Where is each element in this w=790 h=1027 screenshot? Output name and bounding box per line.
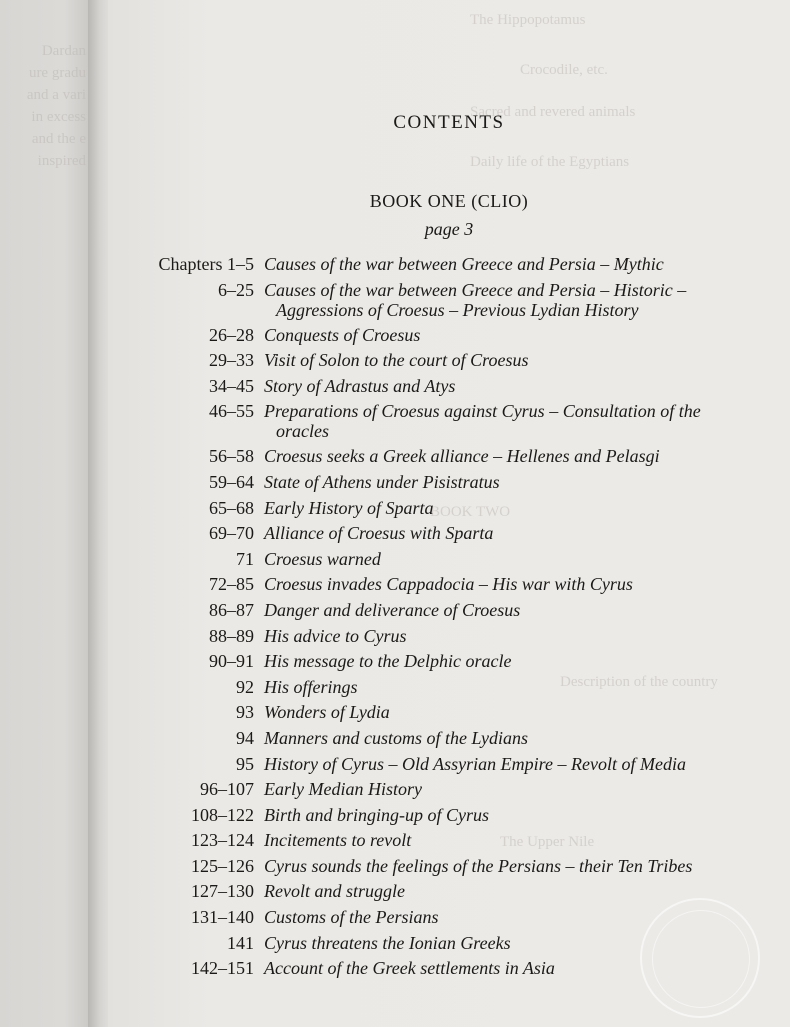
toc-chapter-range: 26–28 [209, 324, 254, 345]
toc-entry [108, 446, 768, 466]
toc-description-text: History of Cyrus – Old Assyrian Empire – Revolt of Media [264, 753, 686, 774]
toc-description-text: His message to the Delphic oracle [264, 651, 512, 672]
toc-description-text: Story of Adrastus and Atys [264, 375, 456, 396]
toc-description [264, 600, 768, 620]
toc-description [264, 830, 768, 850]
toc-chapter-range: 59–64 [209, 471, 254, 492]
toc-description [264, 446, 768, 466]
toc-chapter-range: 56–58 [209, 446, 254, 467]
toc-description-text: Causes of the war between Greece and Persia – Mythic [264, 254, 664, 274]
toc-description [264, 472, 768, 492]
toc-description [264, 498, 768, 518]
toc-entry [108, 401, 768, 441]
toc-chapter-range: 125–126 [191, 855, 254, 876]
toc-description-text: Croesus invades Cappadocia – His war with Cyrus [264, 574, 633, 595]
toc-entry [108, 754, 768, 774]
toc-description [264, 523, 768, 543]
toc-chapter-range: 123–124 [191, 830, 254, 851]
toc-description [264, 805, 768, 825]
toc-entry [108, 600, 768, 620]
toc-chapter-range: 65–68 [209, 497, 254, 518]
toc-description-continuation: oracles [276, 421, 329, 442]
toc-entry [108, 574, 768, 594]
toc-description [264, 254, 768, 274]
toc-description-text: Revolt and struggle [264, 881, 405, 902]
toc-chapter-range: 71 [236, 548, 254, 569]
toc-description [264, 376, 768, 396]
toc-description-text: Customs of the Persians [264, 907, 439, 928]
toc-description [264, 626, 768, 646]
toc-chapter-range: 6–25 [218, 279, 254, 300]
toc-chapter-range: 92 [236, 676, 254, 697]
toc-description-text: Early Median History [264, 779, 422, 800]
toc-entry [108, 254, 768, 274]
book-title: BOOK ONE (CLIO) [369, 191, 529, 211]
book-page-ref: page 3 [424, 219, 474, 239]
toc-description-text: Cyrus threatens the Ionian Greeks [264, 932, 511, 953]
watermark-stamp [640, 898, 760, 1018]
toc-entry [108, 677, 768, 697]
toc-chapter-range: 94 [236, 727, 254, 748]
toc-chapter-range: 72–85 [209, 574, 254, 595]
toc-entry [108, 856, 768, 876]
toc-description-text: His offerings [264, 676, 358, 697]
toc-entry [108, 779, 768, 799]
toc-description-text: Birth and bringing-up of Cyrus [264, 804, 490, 825]
toc-description [264, 754, 768, 774]
toc-chapter-range: 88–89 [209, 625, 254, 646]
toc-description [264, 574, 768, 594]
toc-entry [108, 702, 768, 722]
toc-chapter-range: 127–130 [191, 881, 254, 902]
toc-description [264, 728, 768, 748]
toc-description [264, 325, 768, 345]
toc-description-text: State of Athens under Pisistratus [264, 471, 500, 492]
toc-chapter-range: 69–70 [209, 523, 254, 544]
toc-entry [108, 881, 768, 901]
toc-description-text: Early History of Sparta [264, 497, 434, 518]
toc-description-text: Manners and customs of the Lydians [264, 727, 528, 748]
toc-description-text: Cyrus sounds the feelings of the Persians – their Ten Tribes [264, 855, 693, 876]
toc-chapter-range: 34–45 [209, 375, 254, 396]
table-of-contents [108, 254, 768, 984]
toc-entry [108, 728, 768, 748]
toc-chapter-range: 46–55 [209, 401, 254, 422]
toc-chapter-range: 95 [236, 753, 254, 774]
toc-description-text: Croesus warned [264, 548, 381, 569]
toc-entry [108, 498, 768, 518]
toc-description-text: Wonders of Lydia [264, 702, 390, 723]
toc-description-text: Account of the Greek settlements in Asia [264, 958, 555, 979]
toc-description-text: Visit of Solon to the court of Croesus [264, 350, 529, 371]
toc-description-continuation: Aggressions of Croesus – Previous Lydian History [276, 299, 639, 320]
toc-chapter-range: 96–107 [200, 779, 254, 800]
toc-description [264, 856, 768, 876]
toc-chapter-range: 131–140 [191, 907, 254, 928]
toc-entry [108, 549, 768, 569]
toc-entry [108, 626, 768, 646]
toc-entry [108, 350, 768, 370]
toc-description [264, 549, 768, 569]
toc-entry [108, 651, 768, 671]
toc-entry [108, 280, 768, 320]
toc-description [264, 401, 768, 441]
toc-chapter-range: 29–33 [209, 350, 254, 371]
contents-heading: CONTENTS [393, 112, 505, 133]
toc-chapter-range: 86–87 [209, 599, 254, 620]
toc-description [264, 677, 768, 697]
toc-description [264, 280, 768, 320]
toc-chapter-range: Chapters 1–5 [158, 254, 254, 274]
toc-entry [108, 376, 768, 396]
toc-description-text: Causes of the war between Greece and Persia – Historic – [264, 279, 687, 300]
toc-chapter-range: 142–151 [191, 958, 254, 979]
toc-entry [108, 805, 768, 825]
toc-entry [108, 472, 768, 492]
toc-description-text: Incitements to revolt [264, 830, 412, 851]
toc-description [264, 651, 768, 671]
toc-chapter-range: 108–122 [191, 804, 254, 825]
toc-chapter-range: 93 [236, 702, 254, 723]
toc-description-text: Danger and deliverance of Croesus [264, 599, 521, 620]
toc-chapter-range: 90–91 [209, 651, 254, 672]
toc-entry [108, 523, 768, 543]
toc-description-text: Preparations of Croesus against Cyrus – Consultation of the [264, 401, 701, 422]
toc-entry [108, 325, 768, 345]
toc-description-text: Croesus seeks a Greek alliance – Hellenes and Pelasgi [264, 446, 660, 467]
toc-description-text: Conquests of Croesus [264, 324, 421, 345]
toc-entry [108, 830, 768, 850]
toc-description-text: Alliance of Croesus with Sparta [264, 523, 494, 544]
toc-description-text: His advice to Cyrus [264, 625, 407, 646]
toc-description [264, 702, 768, 722]
toc-description [264, 350, 768, 370]
left-page-edge: Dardan ure gradu and a vari in excess and the e inspired [0, 0, 92, 1027]
toc-description [264, 779, 768, 799]
toc-chapter-range: 141 [227, 932, 254, 953]
